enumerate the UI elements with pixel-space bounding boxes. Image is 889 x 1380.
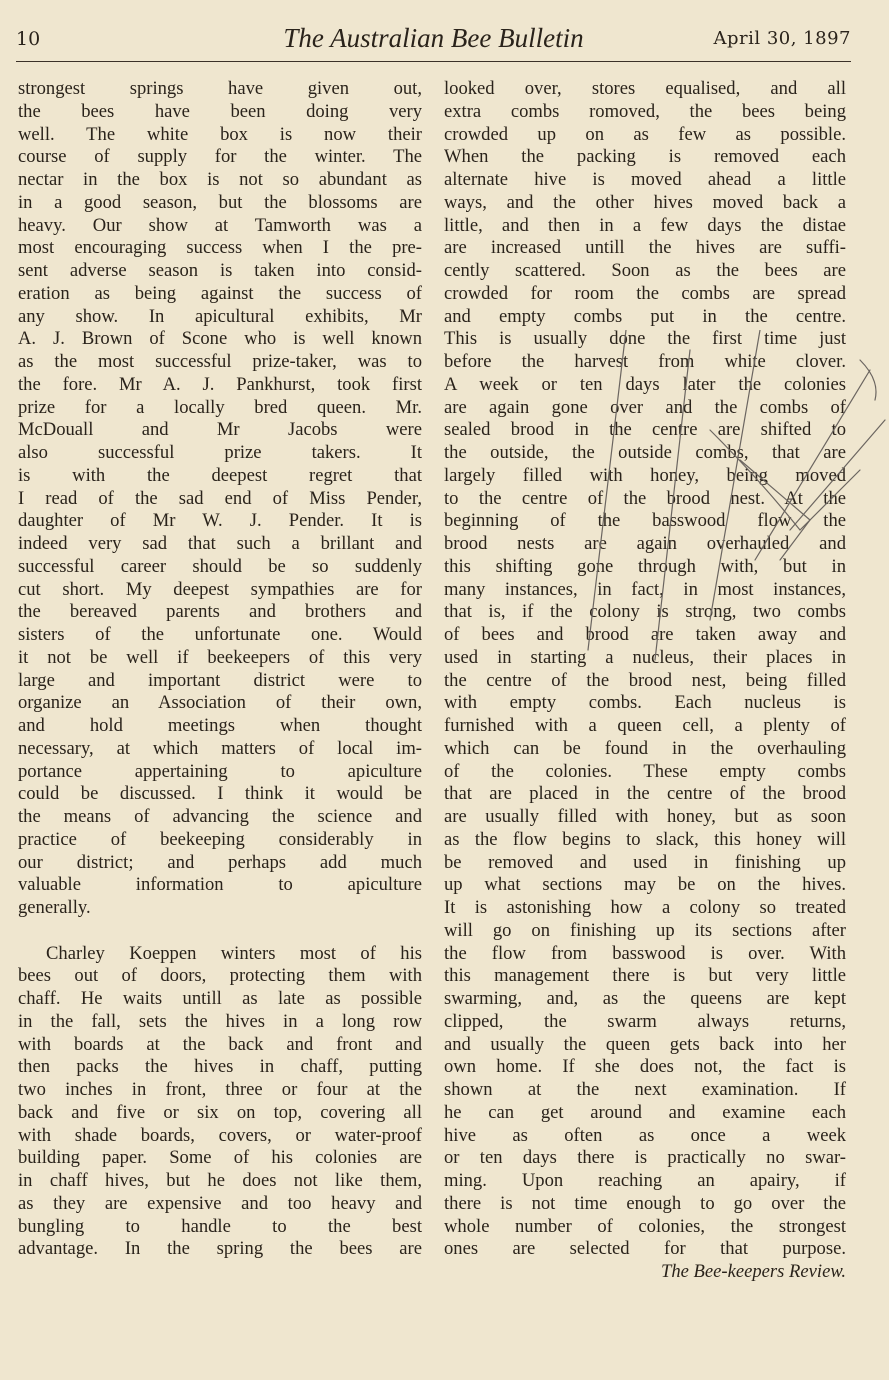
text-line: the fore. Mr A. J. Pankhurst, took first	[18, 373, 422, 395]
text-line: hive as often as once a week	[444, 1124, 846, 1146]
text-line: building paper. Some of his colonies are	[18, 1147, 422, 1169]
text-line: the centre of the brood nest, being filled	[444, 669, 846, 691]
text-line: and hold meetings when thought	[18, 715, 422, 736]
text-line: is with the deepest regret that	[18, 464, 422, 486]
text-line: ming. Upon reaching an apairy, if	[444, 1170, 846, 1191]
text-line: ways, and the other hives moved back a	[444, 191, 846, 213]
text-line: sealed brood in the centre are shifted to	[444, 419, 846, 441]
text-line: crowded up on as few as possible.	[444, 123, 846, 145]
text-line: nectar in the box is not so abundant as	[18, 169, 422, 190]
text-line: necessary, at which matters of local im-	[18, 737, 422, 759]
page-number: 10	[16, 28, 41, 50]
text-line: are increased untill the hives are suffi-	[444, 237, 846, 259]
text-line: that are placed in the centre of the brood	[444, 783, 846, 805]
text-line: I read of the sad end of Miss Pender,	[18, 487, 422, 509]
text-line: in the fall, sets the hives in a long row	[18, 1010, 422, 1032]
text-line: little, and then in a few days the distae	[444, 214, 846, 236]
text-line: many instances, in fact, in most instances,	[444, 578, 846, 600]
text-line: portance appertaining to apiculture	[18, 760, 422, 782]
text-line: of the colonies. These empty combs	[444, 760, 846, 782]
text-line: This is usually done the first time just	[444, 328, 846, 350]
text-line: cently scattered. Soon as the bees are	[444, 260, 846, 281]
text-line: sisters of the unfortunate one. Would	[18, 624, 422, 645]
text-line: whole number of colonies, the strongest	[444, 1215, 846, 1237]
text-line: to the centre of the brood nest. At the	[444, 487, 846, 509]
text-line: shown at the next examination. If	[444, 1079, 846, 1100]
text-line: looked over, stores equalised, and all	[444, 78, 846, 99]
text-line: clipped, the swarm always returns,	[444, 1010, 846, 1032]
text-line: swarming, and, as the queens are kept	[444, 988, 846, 1009]
text-line: also successful prize takers. It	[18, 442, 422, 463]
text-line: and usually the queen gets back into her	[444, 1033, 846, 1055]
text-line: When the packing is removed each	[444, 146, 846, 168]
issue-date: April 30, 1897	[713, 28, 851, 49]
text-line: are usually filled with honey, but as soon	[444, 806, 846, 827]
right-column	[444, 78, 846, 1284]
text-line: before the harvest from white clover.	[444, 351, 846, 372]
text-line: sent adverse season is taken into consid-	[18, 260, 422, 281]
text-line: A. J. Brown of Scone who is well known	[18, 328, 422, 350]
text-line: heavy. Our show at Tamworth was a	[18, 214, 422, 236]
page-header	[16, 24, 851, 58]
text-line: practice of beekeeping considerably in	[18, 828, 422, 850]
text-line: our district; and perhaps add much	[18, 851, 422, 873]
text-line: the flow from basswood is over. With	[444, 942, 846, 964]
text-line: the bereaved parents and brothers and	[18, 601, 422, 623]
text-line: beginning of the basswood flow the	[444, 510, 846, 532]
text-line: indeed very sad that such a brillant and	[18, 533, 422, 554]
text-line: in a good season, but the blossoms are	[18, 191, 422, 213]
text-line: up what sections may be on the hives.	[444, 874, 846, 896]
text-line: course of supply for the winter. The	[18, 146, 422, 168]
text-line: the means of advancing the science and	[18, 806, 422, 827]
text-line: A week or ten days later the colonies	[444, 373, 846, 395]
text-line: generally.	[18, 897, 91, 918]
text-line: be removed and used in finishing up	[444, 851, 846, 873]
text-line: could be discussed. I think it would be	[18, 783, 422, 805]
text-line: which can be found in the overhauling	[444, 737, 846, 759]
text-line: strongest springs have given out,	[18, 78, 422, 99]
text-line: of bees and brood are taken away and	[444, 624, 846, 645]
pencil-stroke	[860, 360, 876, 400]
source-citation: The Bee-keepers Review.	[661, 1261, 846, 1282]
text-line: will go on finishing up its sections after	[444, 919, 846, 941]
text-line: it not be well if beekeepers of this very	[18, 646, 422, 668]
text-line: or ten days there is practically no swar-	[444, 1147, 846, 1169]
text-line: McDouall and Mr Jacobs were	[18, 419, 422, 441]
text-line: well. The white box is now their	[18, 123, 422, 145]
text-line: ones are selected for that purpose.	[444, 1238, 846, 1260]
paragraph-gap	[18, 920, 422, 943]
text-line: large and important district were to	[18, 669, 422, 691]
text-line: in chaff hives, but he does not like them,	[18, 1170, 422, 1191]
text-line: daughter of Mr W. J. Pender. It is	[18, 510, 422, 532]
text-line: as the flow begins to slack, this honey will	[444, 828, 846, 850]
text-line: that is, if the colony is strong, two combs	[444, 601, 846, 623]
text-line: extra combs romoved, the bees being	[444, 100, 846, 122]
text-line: largely filled with honey, being moved	[444, 464, 846, 486]
text-line: eration as being against the success of	[18, 282, 422, 304]
text-line: most encouraging success when I the pre-	[18, 237, 422, 259]
header-rule	[16, 61, 851, 62]
text-line: It is astonishing how a colony so treated	[444, 897, 846, 918]
text-line: he can get around and examine each	[444, 1101, 846, 1123]
text-line: bungling to handle to the best	[18, 1215, 422, 1237]
text-line: and empty combs put in the centre.	[444, 305, 846, 327]
text-line: any show. In apicultural exhibits, Mr	[18, 305, 422, 327]
text-line: cut short. My deepest sympathies are for	[18, 578, 422, 600]
text-line: bees out of doors, protecting them with	[18, 965, 422, 987]
text-line: the outside, the outside combs, that are	[444, 442, 846, 463]
text-line: as they are expensive and too heavy and	[18, 1192, 422, 1214]
text-line: with shade boards, covers, or water-proof	[18, 1124, 422, 1146]
text-line: this shifting gone through with, but in	[444, 555, 846, 577]
text-line: advantage. In the spring the bees are	[18, 1238, 422, 1260]
text-line: organize an Association of their own,	[18, 692, 422, 714]
text-line: chaff. He waits untill as late as possible	[18, 988, 422, 1009]
text-line: there is not time enough to go over the	[444, 1192, 846, 1214]
text-line: this management there is but very little	[444, 965, 846, 987]
text-line: back and five or six on top, covering all	[18, 1101, 422, 1123]
left-column	[18, 78, 422, 1261]
text-line: as the most successful prize-taker, was to	[18, 351, 422, 372]
text-line: with boards at the back and front and	[18, 1033, 422, 1055]
text-line: own home. If she does not, the fact is	[444, 1056, 846, 1078]
text-line: Charley Koeppen winters most of his	[46, 942, 422, 964]
text-line: brood nests are again overhauled and	[444, 533, 846, 554]
text-line: with empty combs. Each nucleus is	[444, 692, 846, 714]
text-line: valuable information to apiculture	[18, 874, 422, 896]
running-title: The Australian Bee Bulletin	[283, 23, 584, 53]
text-line: successful career should be so suddenly	[18, 555, 422, 577]
text-line: used in starting a nucleus, their places in	[444, 646, 846, 668]
text-line: furnished with a queen cell, a plenty of	[444, 715, 846, 736]
text-line: then packs the hives in chaff, putting	[18, 1056, 422, 1078]
text-line: prize for a locally bred queen. Mr.	[18, 396, 422, 418]
text-line: the bees have been doing very	[18, 100, 422, 122]
text-line: two inches in front, three or four at the	[18, 1079, 422, 1100]
text-line: are again gone over and the combs of	[444, 396, 846, 418]
text-line: crowded for room the combs are spread	[444, 282, 846, 304]
text-line: alternate hive is moved ahead a little	[444, 169, 846, 190]
